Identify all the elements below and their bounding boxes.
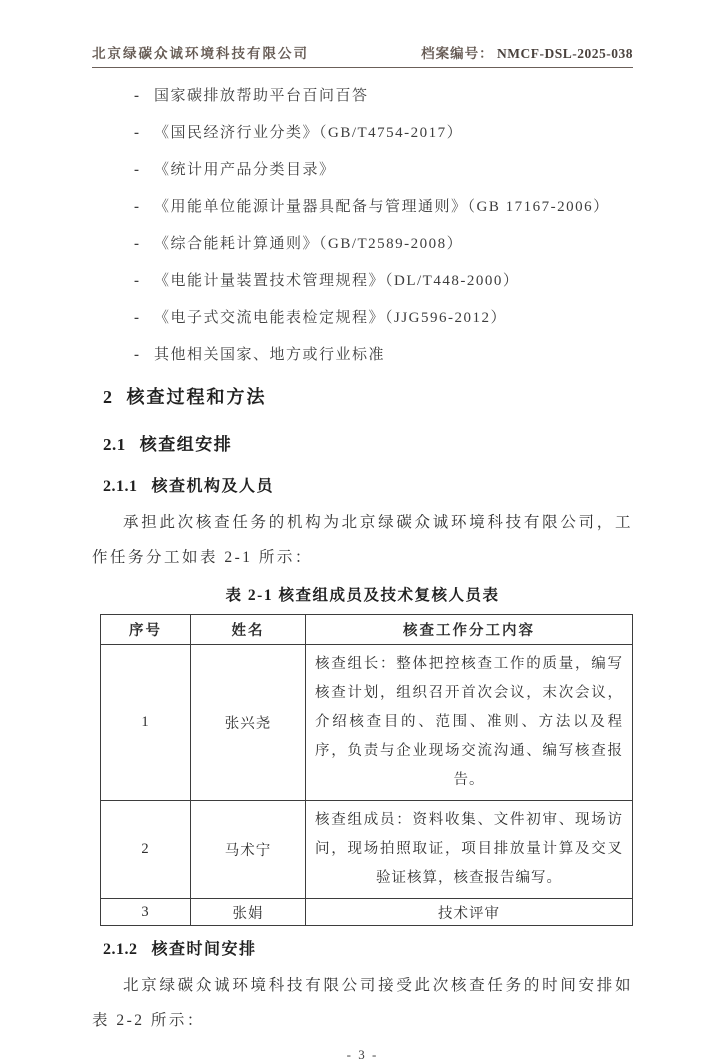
reference-item xyxy=(134,160,633,181)
reference-item xyxy=(134,345,633,366)
cell-name: 张娟 xyxy=(191,899,306,926)
bullet-dash: - xyxy=(134,88,141,104)
table-row xyxy=(101,899,633,926)
reference-list xyxy=(92,86,633,366)
section-title: 核查时间安排 xyxy=(151,941,257,958)
reference-text: 《电能计量装置技术管理规程》（DL/T448-2000） xyxy=(154,273,520,289)
section-number: 2.1.1 xyxy=(103,478,138,495)
cell-name: 马术宁 xyxy=(191,801,306,899)
section-title: 核查过程和方法 xyxy=(126,387,267,407)
reference-text: 《综合能耗计算通则》（GB/T2589-2008） xyxy=(154,236,464,252)
bullet-dash: - xyxy=(134,199,141,215)
bullet-dash: - xyxy=(134,347,141,363)
col-header-no: 序号 xyxy=(101,615,191,645)
page-number: - 3 - xyxy=(346,1047,379,1062)
reference-text: 其他相关国家、地方或行业标准 xyxy=(154,347,386,363)
section-heading-2-1-2 xyxy=(103,936,633,959)
page-header xyxy=(92,42,633,68)
bullet-dash: - xyxy=(134,125,141,141)
section-number: 2 xyxy=(103,387,113,407)
col-header-duty: 核查工作分工内容 xyxy=(306,615,633,645)
section-heading-2-1 xyxy=(103,430,633,455)
section-number: 2.1 xyxy=(103,435,126,454)
cell-no: 1 xyxy=(101,645,191,801)
cell-duty: 技术评审 xyxy=(306,899,633,926)
section-title: 核查机构及人员 xyxy=(151,478,275,495)
section-number: 2.1.2 xyxy=(103,941,138,958)
reference-item xyxy=(134,234,633,255)
reference-text: 《统计用产品分类目录》 xyxy=(154,162,336,178)
archive-number-block xyxy=(421,42,633,62)
cell-duty: 核查组长：整体把控核查工作的质量，编写核查计划，组织召开首次会议，末次会议，介绍核查目的、范围、准则、方法以及程序，负责与企业现场交流沟通、编写核查报告。 xyxy=(306,645,633,801)
reference-item xyxy=(134,271,633,292)
archive-label: 档案编号： xyxy=(421,46,494,61)
team-intro-paragraph: 承担此次核查任务的机构为北京绿碳众诚环境科技有限公司，工作任务分工如表 2-1 所示： xyxy=(92,514,633,566)
col-header-name: 姓名 xyxy=(191,615,306,645)
reference-text: 《用能单位能源计量器具配备与管理通则》（GB 17167-2006） xyxy=(154,199,610,215)
table-header-row xyxy=(101,615,633,645)
reference-text: 《电子式交流电能表检定规程》（JJG596-2012） xyxy=(154,310,508,326)
reference-item xyxy=(134,123,633,144)
reference-item xyxy=(134,197,633,218)
reference-item xyxy=(134,308,633,329)
company-name: 北京绿碳众诚环境科技有限公司 xyxy=(92,46,309,61)
table-row xyxy=(101,645,633,801)
bullet-dash: - xyxy=(134,162,141,178)
table-row xyxy=(101,801,633,899)
table-caption: 表 2-1 核查组成员及技术复核人员表 xyxy=(225,587,500,604)
cell-name: 张兴尧 xyxy=(191,645,306,801)
archive-number: NMCF-DSL-2025-038 xyxy=(497,46,633,61)
schedule-intro-paragraph: 北京绿碳众诚环境科技有限公司接受此次核查任务的时间安排如表 2-2 所示： xyxy=(92,977,633,1029)
section-heading-2 xyxy=(103,383,633,409)
cell-no: 2 xyxy=(101,801,191,899)
reference-text: 国家碳排放帮助平台百问百答 xyxy=(154,88,369,104)
section-title: 核查组安排 xyxy=(139,435,233,454)
bullet-dash: - xyxy=(134,273,141,289)
reference-text: 《国民经济行业分类》（GB/T4754-2017） xyxy=(154,125,464,141)
cell-no: 3 xyxy=(101,899,191,926)
section-heading-2-1-1 xyxy=(103,473,633,496)
cell-duty: 核查组成员：资料收集、文件初审、现场访问，现场拍照取证，项目排放量计算及交叉验证核算，核查报告编写。 xyxy=(306,801,633,899)
bullet-dash: - xyxy=(134,310,141,326)
bullet-dash: - xyxy=(134,236,141,252)
verification-team-table xyxy=(100,614,633,926)
reference-item xyxy=(134,86,633,107)
